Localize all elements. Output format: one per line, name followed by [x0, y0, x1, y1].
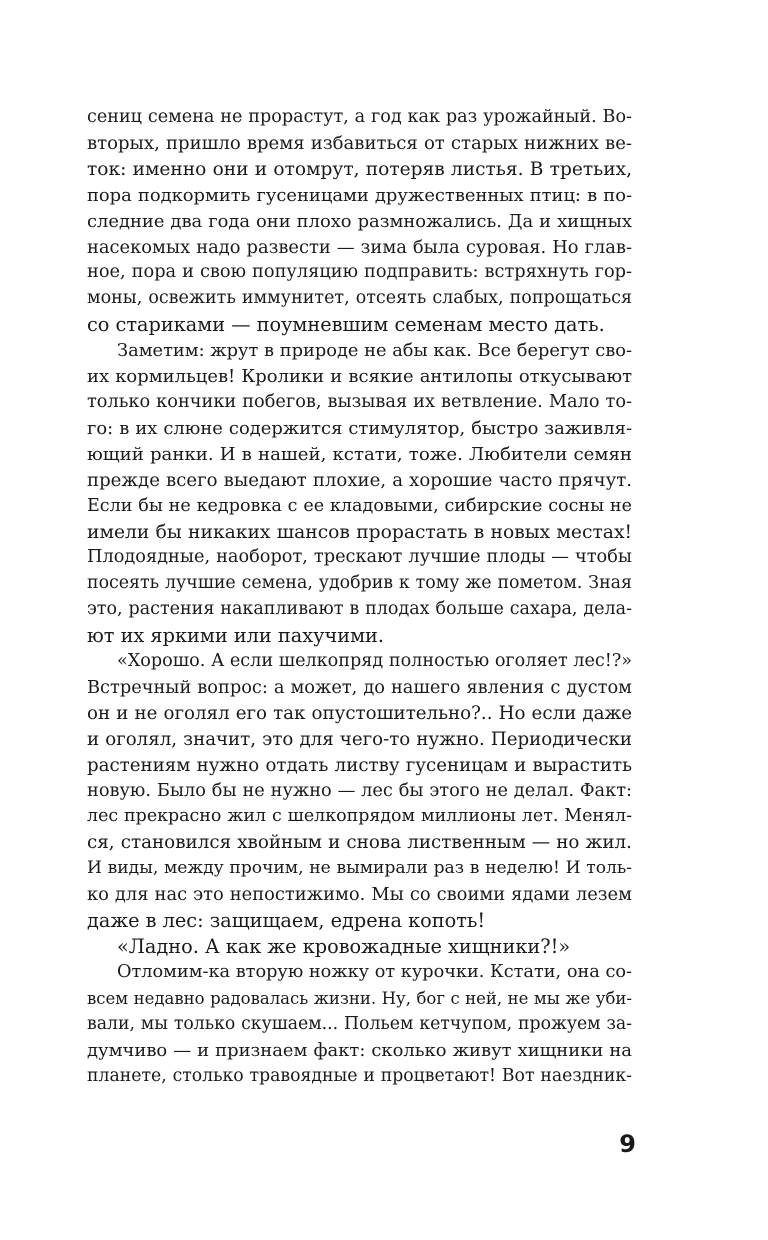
- text-line: ное, пора и свою популяцию подправить: встряхнуть гор-: [87, 262, 632, 283]
- text-line: планете, столько травоядные и процветают! Вот наездник-: [87, 1065, 632, 1086]
- text-line: ся, становился хвойным и снова лиственным — но жил.: [87, 832, 632, 854]
- text-line: лес прекрасно жил с шелкопрядом миллионы лет. Менял-: [87, 806, 632, 827]
- text-line: вторых, пришло время избавиться от старых нижних ве-: [87, 132, 632, 154]
- text-line: прежде всего выедают плохие, а хорошие часто прячут.: [87, 469, 632, 491]
- text-line: это, растения накапливают в плодах больше сахара, дела-: [87, 599, 632, 620]
- text-line: он и не оголял его так опустошительно?.. Но если даже: [87, 702, 632, 724]
- text-line: Отломим-ка вторую ножку от курочки. Кстати, она со-: [117, 961, 632, 982]
- text-line: пора подкормить гусеницами дружественных птиц: в по-: [87, 184, 632, 206]
- text-line: «Ладно. А как же кровожадные хищники?!»: [117, 935, 571, 958]
- text-line: новую. Было бы не нужно — лес бы этого не делал. Факт:: [87, 780, 632, 801]
- text-line: насекомых надо развести — зима была суровая. Но глав-: [87, 236, 632, 258]
- text-line: Плодоядные, наоборот, трескают лучшие плоды — чтобы: [87, 547, 632, 568]
- text-line: ют их яркими или пахучими.: [87, 624, 385, 648]
- text-line: со стариками — поумневшим семенам место дать.: [87, 313, 605, 337]
- page-number: 9: [619, 1130, 636, 1158]
- text-line: И виды, между прочим, не вымирали раз в неделю! И толь-: [87, 858, 632, 879]
- text-line: только кончики побегов, вызывая их ветвление. Мало то-: [87, 391, 632, 412]
- text-line: Если бы не кедровка с ее кладовыми, сибирские сосны не: [87, 495, 632, 516]
- text-line: думчиво — и признаем факт: сколько живут хищники на: [87, 1039, 632, 1061]
- text-line: Заметим: жрут в природе не абы как. Все берегут сво-: [117, 340, 632, 362]
- text-line: посеять лучшие семена, удобрив к тому же пометом. Зная: [87, 573, 632, 594]
- text-line: растениям нужно отдать листву гусеницам и вырастить: [87, 754, 632, 776]
- text-line: сениц семена не прорастут, а год как раз урожайный. Во-: [87, 107, 632, 127]
- text-line: Встречный вопрос: а может, до нашего явления с дустом: [87, 676, 632, 698]
- text-line: ток: именно они и отомрут, потеряв листья. В третьих,: [87, 158, 632, 180]
- body-text: [87, 105, 632, 1089]
- text-line: даже в лес: защищаем, едрена копоть!: [87, 909, 486, 933]
- text-line: вали, мы только скушаем... Польем кетчупом, прожуем за-: [87, 1013, 632, 1034]
- text-line: ко для нас это непостижимо. Мы со своими ядами лезем: [87, 884, 632, 906]
- text-line: их кормильцев! Кролики и всякие антилопы откусывают: [87, 366, 632, 388]
- text-line: ющий ранки. И в нашей, кстати, тоже. Любители семян: [87, 443, 632, 465]
- text-line: всем недавно радовалась жизни. Ну, бог с ней, не мы же уби-: [87, 988, 632, 1008]
- text-line: го: в их слюне содержится стимулятор, быстро заживля-: [87, 417, 632, 439]
- text-line: имели бы никаких шансов прорастать в новых местах!: [87, 521, 632, 543]
- text-line: следние два года они плохо размножались. Да и хищных: [87, 210, 632, 232]
- text-line: моны, освежить иммунитет, отсеять слабых, попрощаться: [87, 288, 632, 309]
- text-line: «Хорошо. А если шелкопряд полностью оголяет лес!?»: [117, 651, 632, 672]
- text-line: и оголял, значит, это для чего-то нужно. Периодически: [87, 728, 632, 750]
